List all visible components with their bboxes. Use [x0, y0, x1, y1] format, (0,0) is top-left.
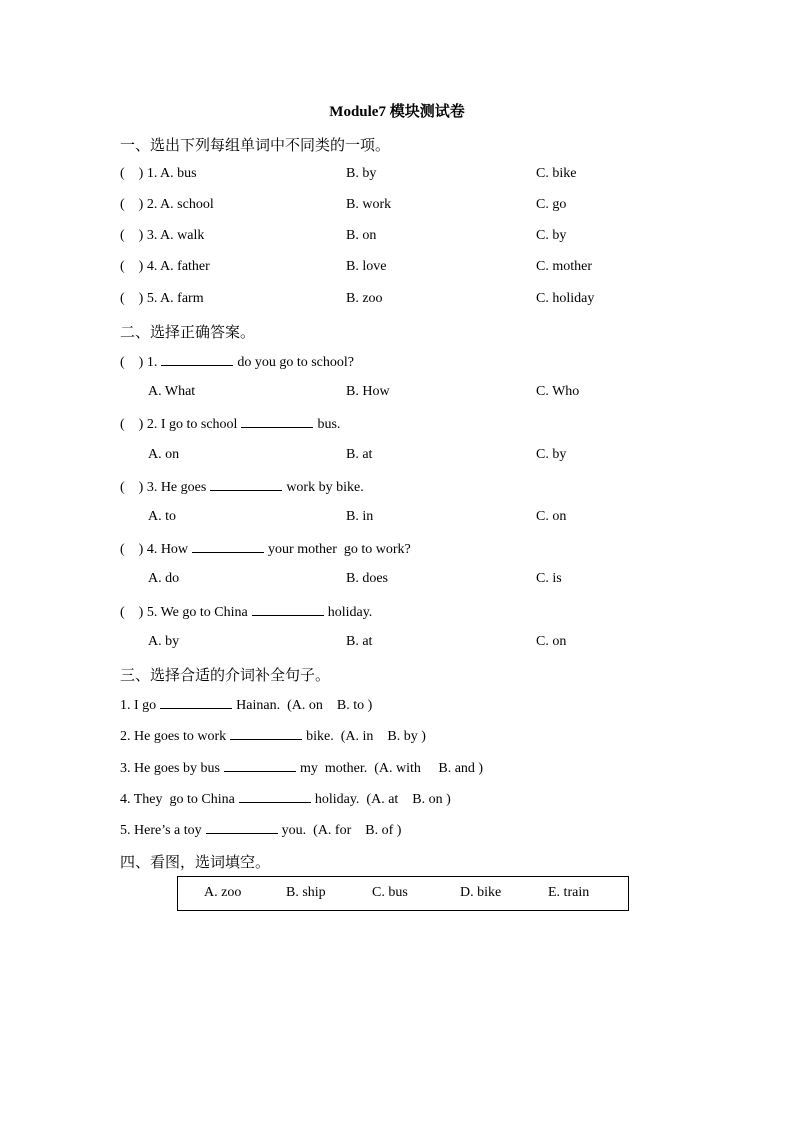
section3-heading: 三、选择合适的介词补全句子。 — [120, 668, 331, 684]
option-c: C. by — [536, 228, 567, 243]
option-b: B. at — [346, 634, 373, 649]
question-prefix: ( ) 5. We go to China — [120, 605, 248, 620]
sentence-suffix: bike. (A. in B. by ) — [306, 729, 426, 744]
section2-question-4 — [120, 540, 680, 560]
question-suffix: do you go to school? — [237, 355, 354, 370]
answer-blank[interactable] — [230, 727, 302, 740]
sentence-suffix: my mother. (A. with B. and ) — [299, 761, 484, 776]
option-a: A. What — [148, 384, 196, 399]
section1-item-4 — [120, 259, 680, 279]
section1-heading: 一、选出下列每组单词中不同类的一项。 — [120, 138, 391, 154]
answer-blank[interactable] — [252, 603, 324, 616]
section2-question-5 — [120, 603, 680, 623]
question-text: ( ) 4. A. father — [120, 259, 210, 274]
option-c: C. on — [536, 509, 567, 524]
sentence-prefix: 1. I go — [120, 698, 157, 713]
section3-item-3 — [120, 759, 680, 779]
section2-question-2 — [120, 415, 680, 435]
answer-blank[interactable] — [160, 696, 232, 709]
question-text: ( ) 3. A. walk — [120, 228, 205, 243]
section2-options-3 — [120, 509, 680, 529]
question-suffix: holiday. — [327, 605, 373, 620]
option-b: B. on — [346, 228, 377, 243]
option-c: C. mother — [536, 259, 592, 274]
option-b: B. How — [346, 384, 390, 399]
option-c: C. Who — [536, 384, 580, 399]
sentence-suffix: Hainan. (A. on B. to ) — [236, 698, 373, 713]
question-suffix: work by bike. — [286, 480, 364, 495]
sentence-prefix: 2. He goes to work — [120, 729, 227, 744]
option-c: C. is — [536, 571, 562, 586]
answer-blank[interactable] — [192, 540, 264, 553]
question-prefix: ( ) 4. How — [120, 542, 189, 557]
section1-item-3 — [120, 228, 680, 248]
sentence-prefix: 4. They go to China — [120, 792, 235, 807]
option-b: B. work — [346, 197, 392, 212]
answer-blank[interactable] — [206, 821, 278, 834]
section1-item-2 — [120, 197, 680, 217]
option-c: C. holiday — [536, 291, 595, 306]
question-prefix: ( ) 2. I go to school — [120, 417, 238, 432]
option-b: B. zoo — [346, 291, 383, 306]
section1-item-1 — [120, 166, 680, 186]
option-b: B. does — [346, 571, 388, 586]
word-option: A. zoo — [204, 885, 242, 900]
section2-options-2 — [120, 447, 680, 467]
option-b: B. at — [346, 447, 373, 462]
sentence-prefix: 5. Here’s a toy — [120, 823, 202, 838]
sentence-prefix: 3. He goes by bus — [120, 761, 220, 776]
word-bank-box — [177, 876, 629, 911]
sentence-suffix: holiday. (A. at B. on ) — [314, 792, 451, 807]
option-a: A. by — [148, 634, 180, 649]
question-prefix: ( ) 3. He goes — [120, 480, 207, 495]
option-c: C. by — [536, 447, 567, 462]
page-title: Module7 模块测试卷 — [329, 104, 465, 120]
answer-blank[interactable] — [241, 415, 313, 428]
section3-item-2 — [120, 727, 680, 747]
question-text: ( ) 2. A. school — [120, 197, 214, 212]
option-b: B. in — [346, 509, 374, 524]
word-option: D. bike — [460, 885, 502, 900]
answer-blank[interactable] — [224, 759, 296, 772]
word-option: C. bus — [372, 885, 408, 900]
section2-question-1 — [120, 353, 680, 373]
sentence-suffix: you. (A. for B. of ) — [281, 823, 402, 838]
word-option: E. train — [548, 885, 590, 900]
section4-heading: 四、看图，选词填空。 — [120, 855, 271, 871]
option-c: C. on — [536, 634, 567, 649]
section2-options-5 — [120, 634, 680, 654]
word-option: B. ship — [286, 885, 326, 900]
option-b: B. by — [346, 166, 377, 181]
section2-options-4 — [120, 571, 680, 591]
option-a: A. do — [148, 571, 180, 586]
option-b: B. love — [346, 259, 387, 274]
section3-item-5 — [120, 821, 680, 841]
option-c: C. go — [536, 197, 567, 212]
answer-blank[interactable] — [161, 353, 233, 366]
option-a: A. on — [148, 447, 180, 462]
question-text: ( ) 5. A. farm — [120, 291, 204, 306]
section2-options-1 — [120, 384, 680, 404]
section2-question-3 — [120, 478, 680, 498]
section3-item-4 — [120, 790, 680, 810]
option-a: A. to — [148, 509, 176, 524]
answer-blank[interactable] — [239, 790, 311, 803]
question-suffix: your mother go to work? — [268, 542, 411, 557]
option-c: C. bike — [536, 166, 577, 181]
section2-heading: 二、选择正确答案。 — [120, 325, 256, 341]
question-text: ( ) 1. A. bus — [120, 166, 197, 181]
question-suffix: bus. — [317, 417, 341, 432]
section1-item-5 — [120, 291, 680, 311]
question-prefix: ( ) 1. — [120, 355, 158, 370]
section3-item-1 — [120, 696, 680, 716]
answer-blank[interactable] — [210, 478, 282, 491]
